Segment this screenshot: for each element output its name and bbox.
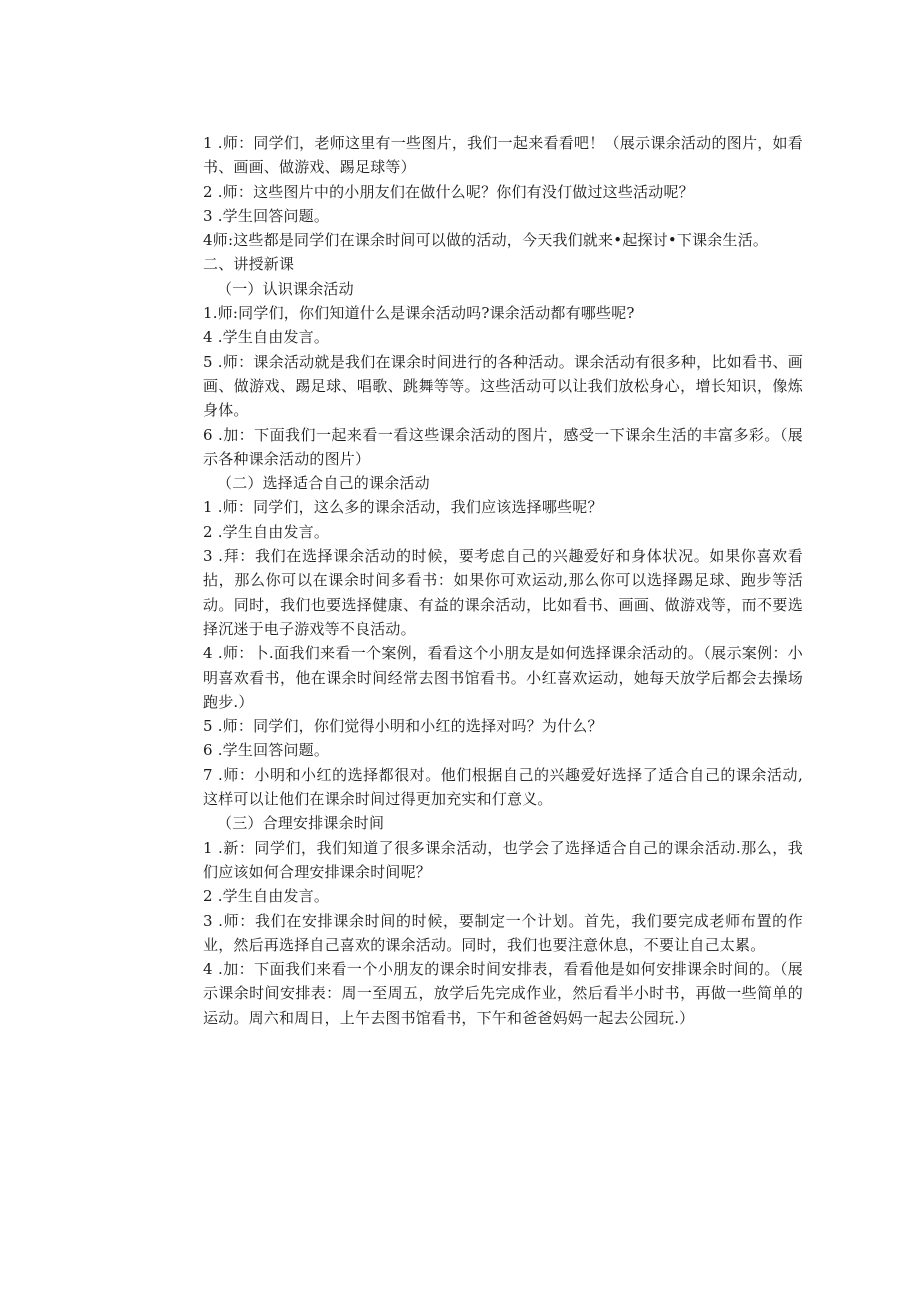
paragraph-s2-5: 5 .师：同学们，你们觉得小明和小红的选择对吗？为什么？: [203, 717, 603, 736]
section-heading-new-lesson: 二、讲授新课: [203, 255, 295, 274]
paragraph-s3-4: 4 .加：下面我们来看一个小朋友的课余时间安排表，看看他是如何安排课余时间的。（展示课余时间安排表：周一至周五，放学后先完成作业，然后看半小时书，再做一些简单的运动。周六和周日，上午去图书馆看书，下午和爸爸妈妈一起去公园玩.）: [203, 960, 803, 1027]
paragraph-s2-6: 6 .学生回答问题。: [203, 741, 330, 760]
subsection-heading-3: （三）合理安排课余时间: [217, 814, 385, 833]
paragraph-s2-3: 3 .拜：我们在选择课余活动的时候，要考虑自己的兴趣爱好和身体状况。如果你喜欢看拈，那么你可以在课余时间多看书：如果你可欢运动,那么你可以选择踢足球、跑步等活动。同时，我们也要选择健康、有益的课余活动，比如看书、画画、做游戏等，而不要选择沉迷于电子游戏等不良活动。: [203, 547, 803, 638]
paragraph-s1-1: 1.师:同学们，你们知道什么是课余活动吗?课余活动都有哪些呢?: [203, 304, 635, 323]
paragraph-s2-2: 2 .学生自由发言。: [203, 522, 330, 541]
paragraph-s2-7: 7 .师：小明和小红的选择都很对。他们根据自己的兴趣爱好选择了适合自己的课余活动,这样可以让他们在课余时间过得更加充实和仃意义。: [203, 765, 803, 809]
paragraph-s2-1: 1 .师：同学们，这么多的课余活动，我们应该选择哪些呢？: [203, 498, 603, 517]
paragraph-intro-2: 2 .师：这些图片中的小朋友们在做什么呢？你们有没仃做过这些活动呢？: [203, 182, 694, 201]
subsection-heading-2: （二）选择适合自己的课余活动: [217, 474, 430, 493]
paragraph-s1-3: 5 .师：课余活动就是我们在课余时间进行的各种活动。课余活动有很多种，比如看书、画画、做游戏、踢足球、唱歌、跳舞等等。这些活动可以让我们放松身心，增长知识，像炼身体。: [203, 352, 803, 420]
paragraph-s2-4: 4 .师：卜.面我们来看一个案例，看看这个小朋友是如何选择课余活动的。（展示案例：小明喜欢看书，他在课余时间经常去图书馆看书。小红喜欢运动，她每天放学后都会去操场跑步.）: [203, 644, 803, 711]
subsection-heading-1: （一）认识课余活动: [217, 279, 354, 298]
paragraph-intro-3: 3 .学生回答问题。: [203, 206, 330, 225]
paragraph-s3-3: 3 .师：我们在安排课余时间的时候，要制定一个计划。首先，我们要完成老师布置的作业，然后再选择自己喜欢的课余活动。同时，我们也要注意休息，不要让自己太累。: [203, 911, 803, 954]
paragraph-s3-1: 1 .新：同学们，我们知道了很多课余活动，也学会了选择适合自己的课余活动.那么，我们应该如何合理安排课余时间呢？: [203, 838, 803, 881]
paragraph-s1-4: 6 .加：下面我们一起来看一看这些课余活动的图片，感受一下课余生活的丰富多彩。（展示各种课余活动的图片）: [203, 425, 803, 468]
document-body: [203, 131, 803, 1030]
paragraph-intro-4: 4师:这些都是同学们在课余时间可以做的活动，今天我们就来•起探讨•下课余生活。: [203, 231, 769, 250]
paragraph-s3-2: 2 .学生自由发言。: [203, 887, 330, 906]
paragraph-s1-2: 4 .学生自由发言。: [203, 328, 330, 347]
paragraph-intro-1: 1 .师：同学们，老师这里有一些图片，我们一起来看看吧！（展示课余活动的图片，如看书、画画、做游戏、踢足球等）: [203, 134, 803, 177]
